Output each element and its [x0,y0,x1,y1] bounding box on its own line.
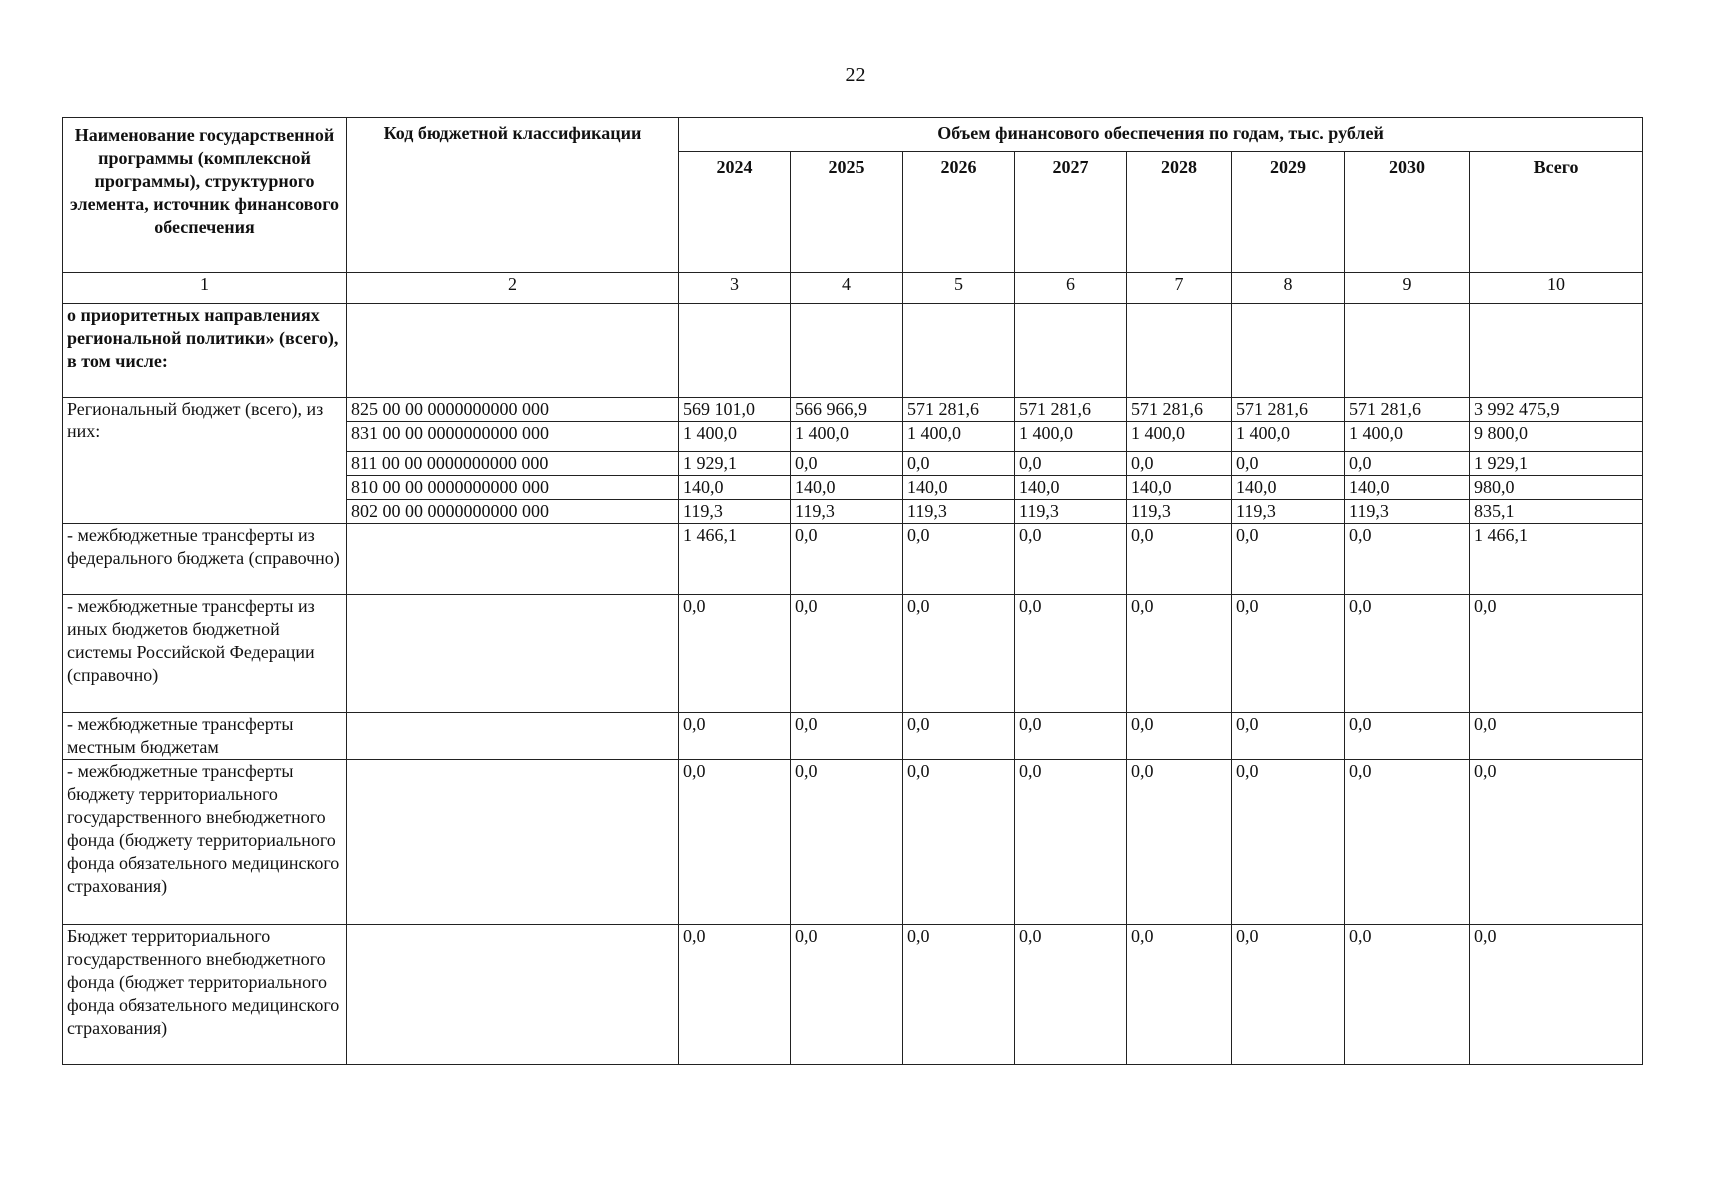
column-numbers-row [63,273,1643,304]
row-label: Бюджет территориального государственного внебюджетного фонда (бюджет территориального фонда обязательного медицинского страхования) [63,925,347,1065]
value-cell: 0,0 [1015,524,1127,595]
value-cell: 0,0 [1015,760,1127,925]
value-cell: 3 992 475,9 [1470,398,1643,422]
value-cell: 140,0 [1015,476,1127,500]
value-cell: 0,0 [1127,452,1232,476]
value-cell: 1 466,1 [1470,524,1643,595]
value-cell: 0,0 [791,760,903,925]
value-cell: 571 281,6 [1015,398,1127,422]
value-cell: 0,0 [791,595,903,713]
budget-code: 831 00 00 0000000000 000 [347,422,679,452]
transfer-row [63,760,1643,925]
value-cell: 119,3 [903,500,1015,524]
value-cell: 0,0 [1127,524,1232,595]
value-cell: 0,0 [1232,925,1345,1065]
regional-row [63,398,1643,422]
value-cell: 571 281,6 [1232,398,1345,422]
header-year: 2026 [903,151,1015,273]
value-cell: 1 400,0 [1127,422,1232,452]
value-cell: 0,0 [1015,595,1127,713]
value-cell: 0,0 [1127,595,1232,713]
header-year: 2028 [1127,151,1232,273]
header-year: 2027 [1015,151,1127,273]
transfer-row [63,713,1643,760]
value-cell: 0,0 [903,760,1015,925]
value-cell: 566 966,9 [791,398,903,422]
value-cell: 0,0 [1345,452,1470,476]
value-cell: 0,0 [1232,713,1345,760]
transfer-row [63,524,1643,595]
budget-code: 811 00 00 0000000000 000 [347,452,679,476]
value-cell: 1 400,0 [1232,422,1345,452]
value-cell: 0,0 [1232,524,1345,595]
value-cell: 0,0 [1345,713,1470,760]
value-cell: 0,0 [1345,925,1470,1065]
header-code: Код бюджетной классификации [347,118,679,273]
value-cell: 0,0 [791,713,903,760]
value-cell: 1 929,1 [1470,452,1643,476]
value-cell: 0,0 [679,925,791,1065]
budget-code: 825 00 00 0000000000 000 [347,398,679,422]
value-cell: 0,0 [1015,452,1127,476]
col-number: 4 [791,273,903,304]
value-cell: 835,1 [1470,500,1643,524]
page-number: 22 [845,64,866,86]
value-cell: 980,0 [1470,476,1643,500]
header-year: 2029 [1232,151,1345,273]
header-year: 2025 [791,151,903,273]
value-cell: 0,0 [1127,925,1232,1065]
value-cell: 0,0 [679,760,791,925]
value-cell: 0,0 [1345,524,1470,595]
value-cell: 0,0 [1232,760,1345,925]
header-year: 2030 [1345,151,1470,273]
col-number: 2 [347,273,679,304]
intro-label: о приоритетных направлениях региональной политики» (всего), в том числе: [63,304,347,398]
value-cell: 571 281,6 [903,398,1015,422]
row-label: - межбюджетные трансферты из иных бюджетов бюджетной системы Российской Федерации (справочно) [63,595,347,713]
value-cell: 0,0 [679,713,791,760]
header-name: Наименование государственной программы (комплексной программы), структурного элемента, источник финансового обеспечения [63,118,347,273]
intro-row [63,304,1643,398]
value-cell: 1 466,1 [679,524,791,595]
value-cell: 119,3 [1345,500,1470,524]
value-cell: 0,0 [679,595,791,713]
value-cell: 140,0 [1232,476,1345,500]
col-number: 1 [63,273,347,304]
value-cell: 569 101,0 [679,398,791,422]
transfer-row [63,595,1643,713]
budget-code: 810 00 00 0000000000 000 [347,476,679,500]
col-number: 10 [1470,273,1643,304]
value-cell: 140,0 [679,476,791,500]
header-total: Всего [1470,151,1643,273]
value-cell: 0,0 [1232,452,1345,476]
value-cell: 1 400,0 [679,422,791,452]
col-number: 9 [1345,273,1470,304]
header-volume: Объем финансового обеспечения по годам, тыс. рублей [679,118,1643,152]
value-cell: 119,3 [791,500,903,524]
value-cell: 0,0 [1345,760,1470,925]
value-cell: 1 400,0 [791,422,903,452]
row-label: - межбюджетные трансферты бюджету территориального государственного внебюджетного фонда (бюджету территориального фонда обязательного медицинского страхования) [63,760,347,925]
value-cell: 571 281,6 [1127,398,1232,422]
value-cell: 0,0 [903,452,1015,476]
col-number: 3 [679,273,791,304]
value-cell: 0,0 [903,925,1015,1065]
value-cell: 0,0 [903,524,1015,595]
value-cell: 0,0 [791,452,903,476]
value-cell: 140,0 [1345,476,1470,500]
col-number: 5 [903,273,1015,304]
value-cell: 119,3 [679,500,791,524]
value-cell: 0,0 [1470,713,1643,760]
value-cell: 119,3 [1015,500,1127,524]
row-label: - межбюджетные трансферты из федерального бюджета (справочно) [63,524,347,595]
value-cell: 0,0 [1015,925,1127,1065]
value-cell: 0,0 [791,524,903,595]
value-cell: 0,0 [1470,925,1643,1065]
col-number: 6 [1015,273,1127,304]
value-cell: 0,0 [903,713,1015,760]
value-cell: 0,0 [1232,595,1345,713]
value-cell: 1 400,0 [903,422,1015,452]
value-cell: 1 400,0 [1345,422,1470,452]
col-number: 8 [1232,273,1345,304]
value-cell: 1 929,1 [679,452,791,476]
value-cell: 0,0 [1127,713,1232,760]
value-cell: 0,0 [1015,713,1127,760]
value-cell: 140,0 [791,476,903,500]
budget-code: 802 00 00 0000000000 000 [347,500,679,524]
value-cell: 571 281,6 [1345,398,1470,422]
value-cell: 0,0 [1127,760,1232,925]
fund-budget-row [63,925,1643,1065]
value-cell: 0,0 [1345,595,1470,713]
col-number: 7 [1127,273,1232,304]
value-cell: 119,3 [1232,500,1345,524]
value-cell: 0,0 [791,925,903,1065]
value-cell: 0,0 [903,595,1015,713]
value-cell: 0,0 [1470,760,1643,925]
value-cell: 140,0 [903,476,1015,500]
value-cell: 0,0 [1470,595,1643,713]
value-cell: 140,0 [1127,476,1232,500]
row-label: - межбюджетные трансферты местным бюджетам [63,713,347,760]
regional-label: Региональный бюджет (всего), из них: [63,398,347,524]
header-year: 2024 [679,151,791,273]
budget-table [62,117,1643,1065]
value-cell: 1 400,0 [1015,422,1127,452]
value-cell: 9 800,0 [1470,422,1643,452]
value-cell: 119,3 [1127,500,1232,524]
